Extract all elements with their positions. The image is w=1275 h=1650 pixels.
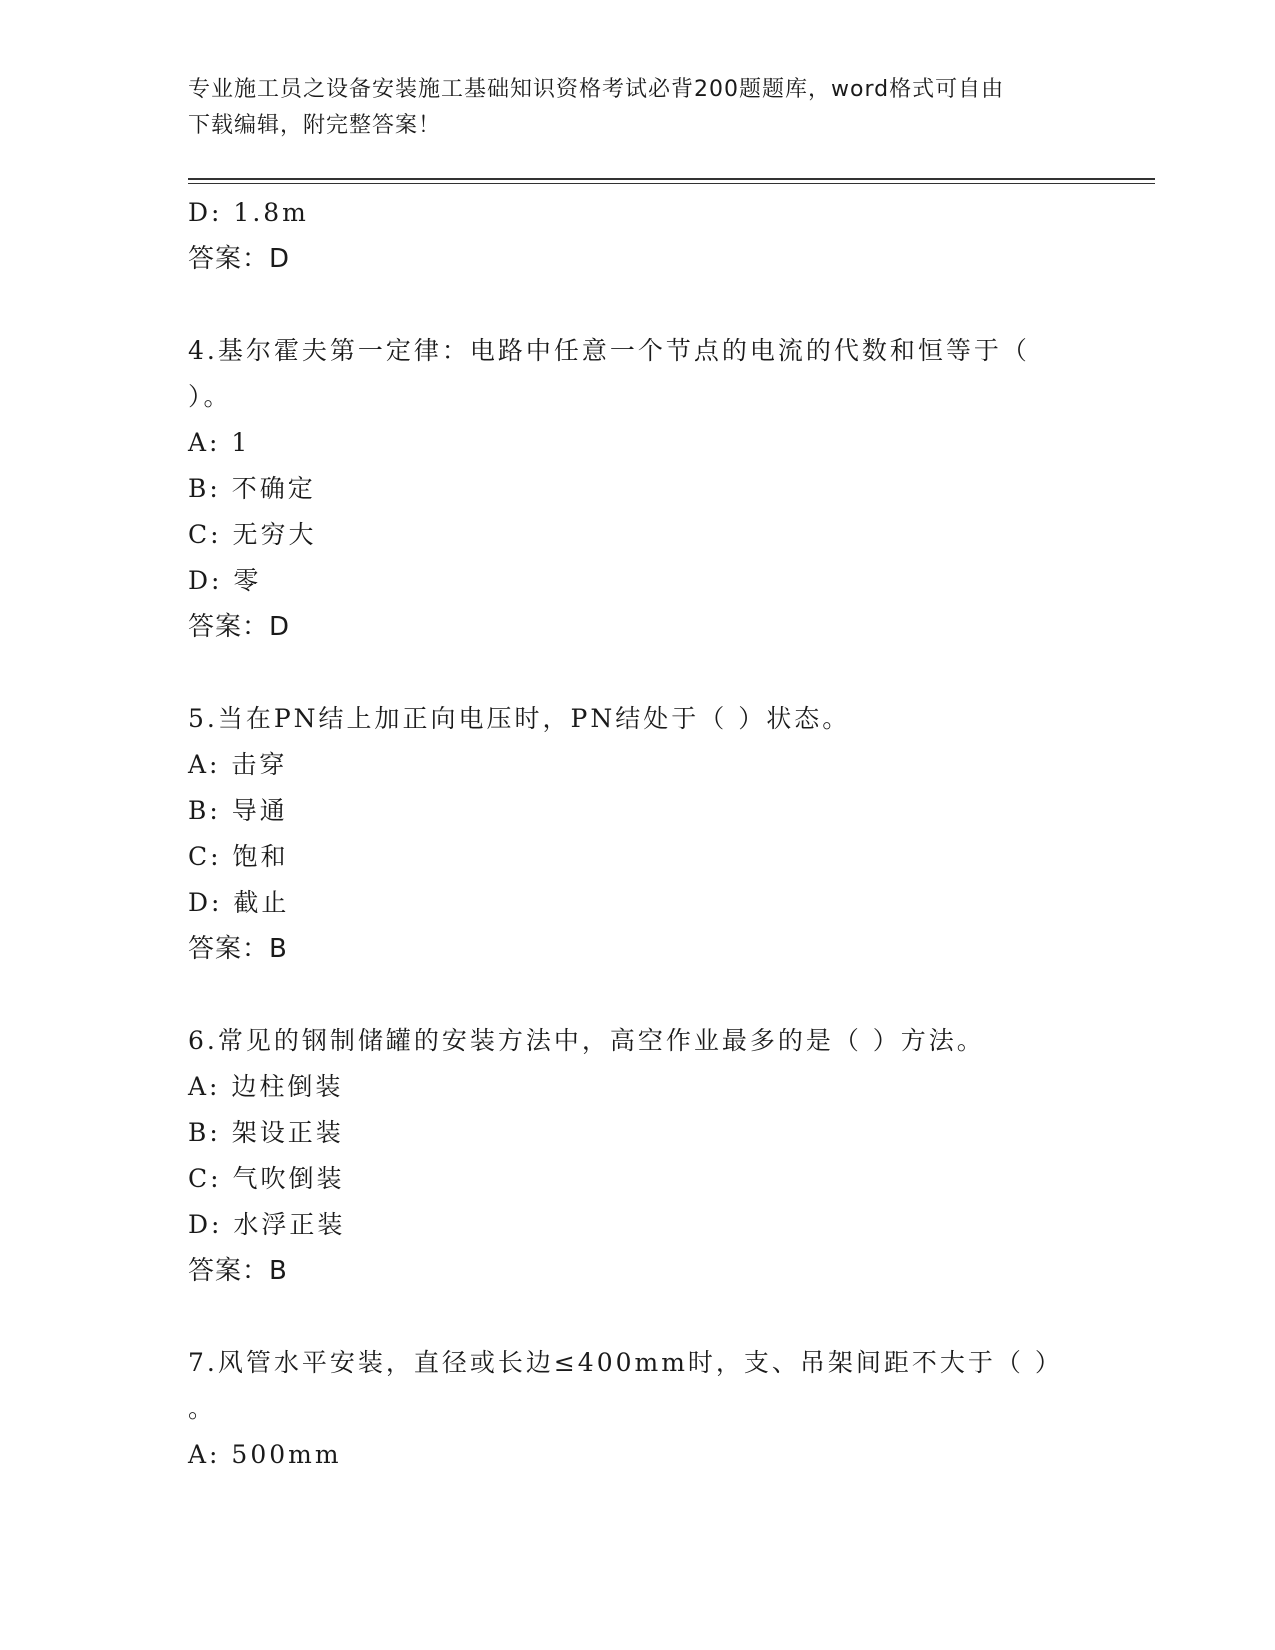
q6-option-c: C: 气吹倒装 [188, 1164, 345, 1193]
q7-stem-line-1: 7.风管水平安装，直径或长边≤400mm时，支、吊架间距不大于（ ） [188, 1348, 1063, 1377]
q4-option-d: D: 零 [188, 566, 262, 595]
q3-answer: 答案：D [188, 244, 291, 274]
q4-option-c: C: 无穷大 [188, 520, 317, 549]
q6-answer: 答案：B [188, 1256, 288, 1286]
q7-option-a: A: 500mm [188, 1440, 342, 1469]
q6-option-b: B: 架设正装 [188, 1118, 344, 1147]
q5-option-c: C: 饱和 [188, 842, 289, 871]
q5-answer: 答案：B [188, 934, 288, 964]
q4-option-a: A: 1 [188, 428, 251, 457]
q6-option-d: D: 水浮正装 [188, 1210, 346, 1239]
document-header [188, 72, 1068, 144]
q3-option-d: D: 1.8m [188, 198, 309, 227]
q4-answer: 答案：D [188, 612, 291, 642]
header-divider-thin [188, 183, 1155, 184]
q5-option-b: B: 导通 [188, 796, 288, 825]
q5-option-a: A: 击穿 [188, 750, 288, 779]
q5-stem: 5.当在PN结上加正向电压时，PN结处于（ ）状态。 [188, 704, 851, 733]
q6-stem: 6.常见的钢制储罐的安装方法中，高空作业最多的是（ ）方法。 [188, 1026, 985, 1055]
header-line-2: 下载编辑，附完整答案！ [188, 113, 442, 138]
q6-option-a: A: 边柱倒装 [188, 1072, 344, 1101]
q4-option-b: B: 不确定 [188, 474, 316, 503]
header-divider-thick [188, 178, 1155, 180]
question-list [188, 190, 1068, 1478]
q7-stem-line-2: 。 [188, 1394, 217, 1423]
q4-stem-line-1: 4.基尔霍夫第一定律：电路中任意一个节点的电流的代数和恒等于（ [188, 336, 1030, 365]
q5-option-d: D: 截止 [188, 888, 290, 917]
header-line-1: 专业施工员之设备安装施工基础知识资格考试必背200题题库，word格式可自由 [188, 77, 1005, 102]
q4-stem-line-2: ）。 [188, 382, 232, 411]
